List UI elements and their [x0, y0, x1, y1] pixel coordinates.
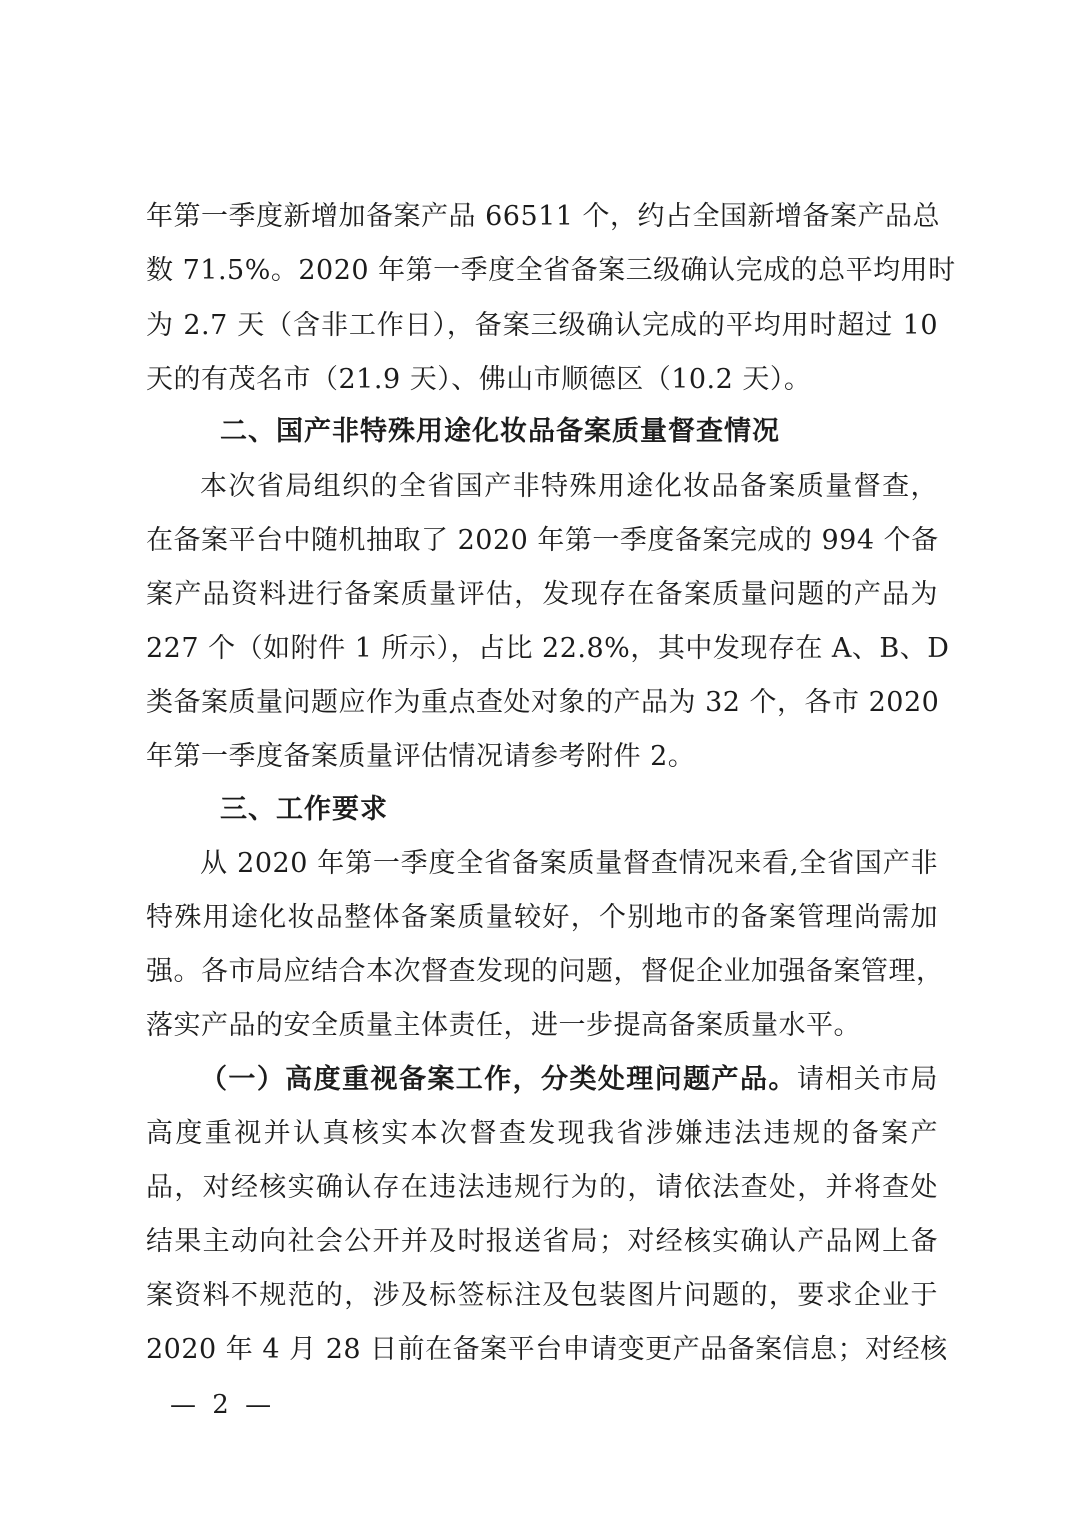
paragraph-line: 强。各市局应结合本次督查发现的问题，督促企业加强备案管理，	[146, 956, 944, 987]
section-heading-2: 二、国产非特殊用途化妆品备案质量督查情况	[220, 416, 780, 447]
paragraph-line: 天的有茂名市（21.9 天）、佛山市顺德区（10.2 天）。	[146, 364, 812, 395]
paragraph-line: 落实产品的安全质量主体责任，进一步提高备案质量水平。	[146, 1010, 861, 1041]
paragraph-line: 年第一季度备案质量评估情况请参考附件 2。	[146, 741, 696, 772]
paragraph-line: 227 个（如附件 1 所示），占比 22.8%，其中发现存在 A、B、D	[146, 633, 950, 664]
paragraph-line-lead	[200, 1053, 938, 1107]
paragraph-line: 为 2.7 天（含非工作日），备案三级确认完成的平均用时超过 10	[146, 310, 938, 341]
paragraph-line: 本次省局组织的全省国产非特殊用途化妆品备案质量督查，	[200, 471, 938, 502]
paragraph-line: 类备案质量问题应作为重点查处对象的产品为 32 个，各市 2020	[146, 687, 940, 718]
paragraph-line: 高度重视并认真核实本次督查发现我省涉嫌违法违规的备案产	[146, 1118, 938, 1149]
paragraph-line: 案产品资料进行备案质量评估，发现存在备案质量问题的产品为	[146, 579, 938, 610]
paragraph-line: 品，对经核实确认存在违法违规行为的，请依法查处，并将查处	[146, 1172, 938, 1203]
paragraph-line: 从 2020 年第一季度全省备案质量督查情况来看,全省国产非	[200, 848, 938, 879]
lead-text: 请相关市局	[796, 1064, 939, 1095]
paragraph-line: 年第一季度新增加备案产品 66511 个，约占全国新增备案产品总	[146, 201, 941, 232]
page-number: — 2 —	[170, 1390, 276, 1420]
paragraph-line: 案资料不规范的，涉及标签标注及包装图片问题的，要求企业于	[146, 1280, 938, 1311]
paragraph-line: 数 71.5%。2020 年第一季度全省备案三级确认完成的总平均用时	[146, 255, 956, 286]
paragraph-line: 在备案平台中随机抽取了 2020 年第一季度备案完成的 994 个备	[146, 525, 939, 556]
section-heading-3: 三、工作要求	[220, 794, 388, 825]
subsection-heading: （一）高度重视备案工作，分类处理问题产品。	[200, 1064, 797, 1095]
paragraph-line: 结果主动向社会公开并及时报送省局；对经核实确认产品网上备	[146, 1226, 938, 1257]
paragraph-line: 特殊用途化妆品整体备案质量较好，个别地市的备案管理尚需加	[146, 902, 938, 933]
paragraph-line: 2020 年 4 月 28 日前在备案平台申请变更产品备案信息；对经核	[146, 1334, 948, 1365]
